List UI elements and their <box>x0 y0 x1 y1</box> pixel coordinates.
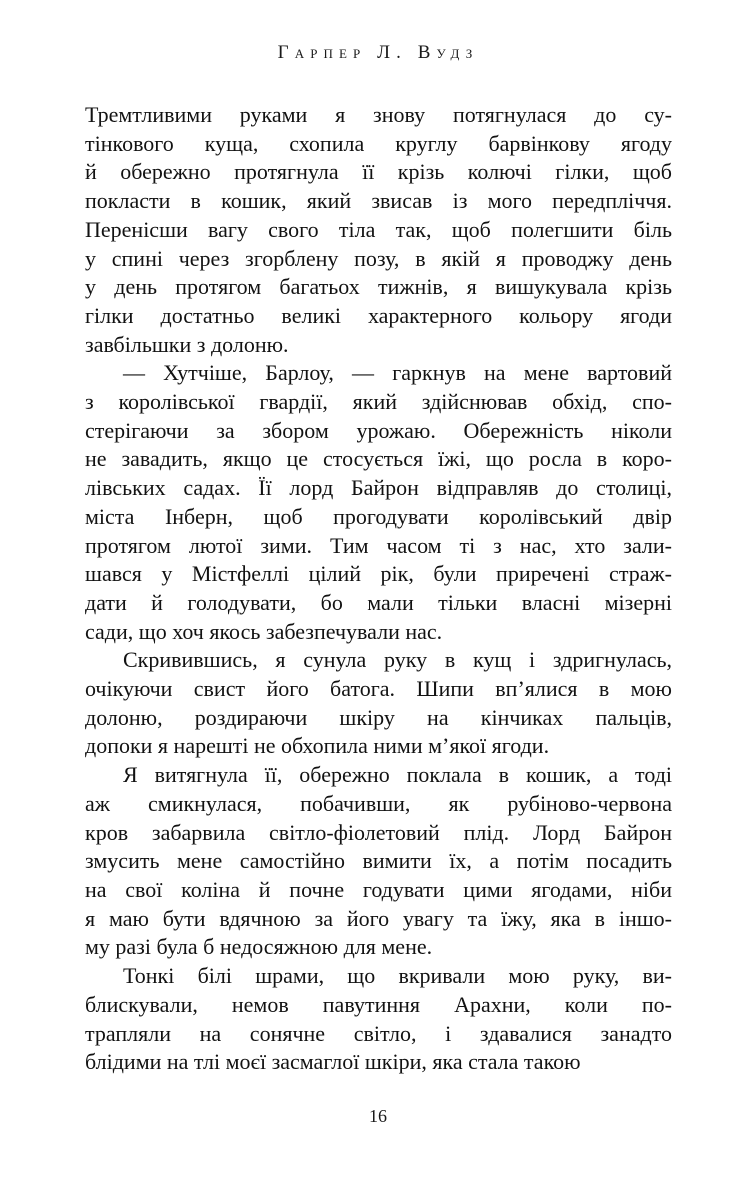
text-line: блідими на тлі моєї засмаглої шкіри, яка стала такою <box>85 1049 581 1075</box>
text-line: протягом лютої зими. Тим часом ті з нас, хто зали- <box>85 532 672 558</box>
text-line: Тонкі білі шрами, що вкривали мою руку, ви- <box>123 963 672 989</box>
text-line: шався у Містфеллі цілий рік, були приречені страж- <box>85 561 672 587</box>
text-line: не завадить, якщо це стосується їжі, що росла в коро- <box>85 446 672 472</box>
text-line: Тремтливими руками я знову потягнулася до су- <box>85 102 672 127</box>
text-line: з королівської гвардії, який здійснював обхід, спо- <box>85 389 672 415</box>
text-line: аж смикнулася, побачивши, як рубіново-червона <box>85 790 672 816</box>
text-line: покласти в кошик, який звисав із мого передпліччя. <box>85 188 672 214</box>
text-line: допоки я нарешті не обхопила ними м’якої ягоди. <box>85 733 550 759</box>
text-line: міста Інберн, щоб прогодувати королівський двір <box>85 503 672 529</box>
text-line: Перенісши вагу свого тіла так, щоб полегшити біль <box>85 216 672 242</box>
text-line: у день протягом багатьох тижнів, я вишукувала крізь <box>85 274 672 300</box>
text-line: на свої коліна й почне годувати цими ягодами, ніби <box>85 876 672 902</box>
text-line: сади, що хоч якось забезпечували нас. <box>85 618 443 644</box>
text-line: гілки достатньо великі характерного кольору ягоди <box>85 302 672 328</box>
text-line: кров забарвила світло-фіолетовий плід. Лорд Байрон <box>85 819 672 845</box>
text-line: очікуючи свист його батога. Шипи вп’ялися в мою <box>85 676 672 702</box>
text-line: блискували, немов павутиння Арахни, коли по- <box>85 991 672 1017</box>
text-line: долоню, роздираючи шкіру на кінчиках пальців, <box>85 704 672 730</box>
text-line: я маю бути вдячною за його увагу та їжу, яка в іншо- <box>85 905 672 931</box>
page-number: 16 <box>369 1106 387 1126</box>
text-line: дати й голодувати, бо мали тільки власні мізерні <box>85 589 672 615</box>
text-line: й обережно протягнула її крізь колючі гілки, щоб <box>85 159 672 185</box>
text-line: — Хутчіше, Барлоу, — гаркнув на мене вартовий <box>123 360 672 386</box>
text-line: у спині через згорблену позу, в якій я проводжу день <box>85 245 672 271</box>
text-line: Скривившись, я сунула руку в кущ і здригнулась, <box>123 647 672 673</box>
text-line: завбільшки з долоню. <box>85 331 289 357</box>
running-header-author: Гарпер Л. Вудз <box>277 42 479 63</box>
text-line: трапляли на сонячне світло, і здавалися занадто <box>85 1020 672 1046</box>
text-line: Я витягнула її, обережно поклала в кошик, а тоді <box>123 762 672 788</box>
text-line: лівських садах. Її лорд Байрон відправляв до столиці, <box>85 475 672 501</box>
text-line: стерігаючи за збором урожаю. Обережність ніколи <box>85 417 672 443</box>
text-line: му разі була б недосяжною для мене. <box>85 934 433 960</box>
text-line: змусить мене самостійно вимити їх, а потім посадить <box>85 848 672 874</box>
text-line: тінкового куща, схопила круглу барвінкову ягоду <box>85 130 672 156</box>
body-text <box>85 101 672 1077</box>
